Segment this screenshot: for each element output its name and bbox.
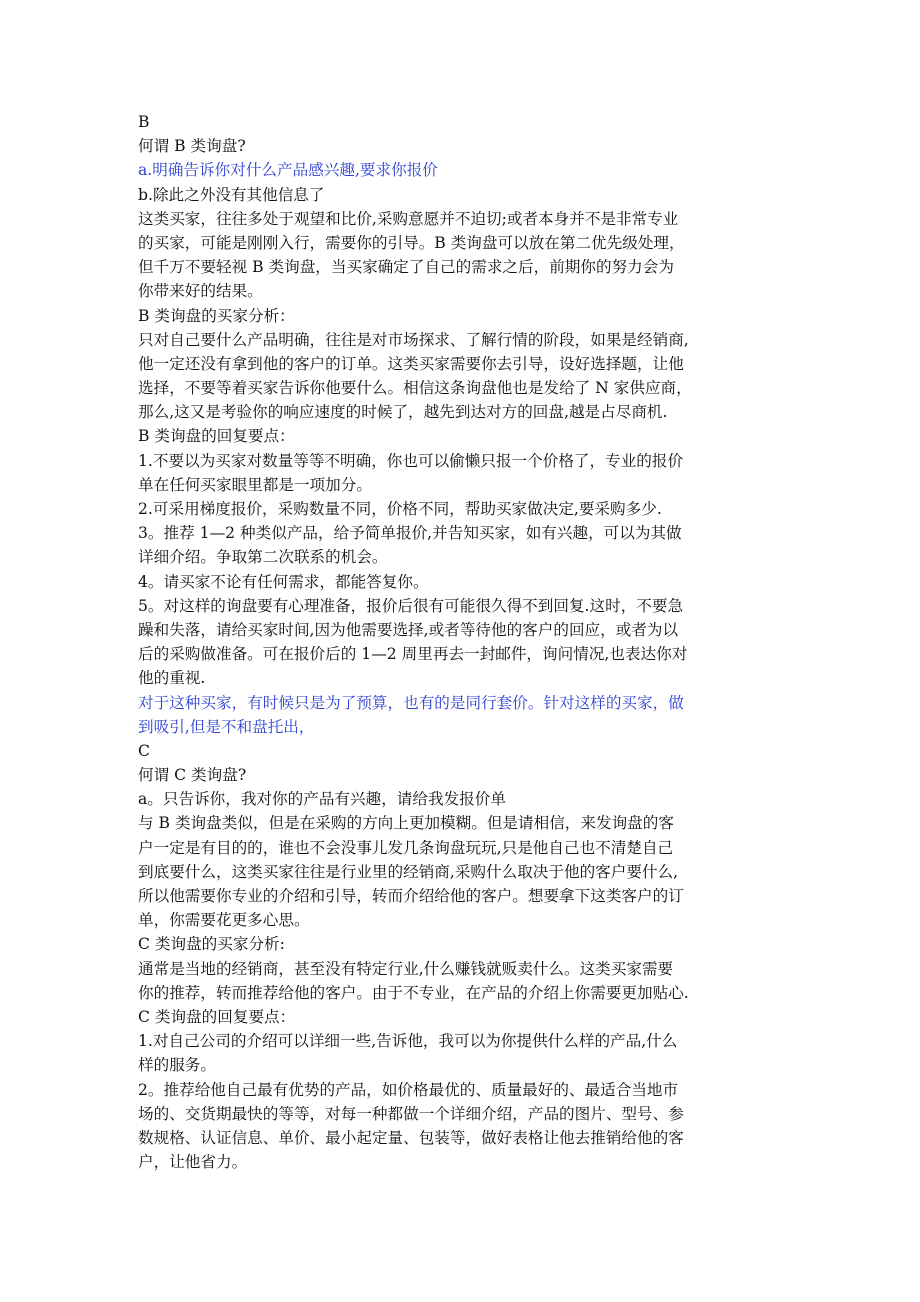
- text-line: 1.对自己公司的介绍可以详细一些,告诉他，我可以为你提供什么样的产品,什么: [138, 1032, 678, 1051]
- text-line: 3。推荐 1—2 种类似产品，给予简单报价,并告知买家，如有兴趣，可以为其做: [138, 524, 682, 543]
- text-line: b.除此之外没有其他信息了: [138, 185, 325, 204]
- text-line: B: [138, 113, 150, 131]
- text-line: 单，你需要花更多心思。: [138, 911, 310, 930]
- text-line: 数规格、认证信息、单价、最小起定量、包装等，做好表格让他去推销给他的客: [138, 1128, 684, 1147]
- text-line: 详细介绍。争取第二次联系的机会。: [138, 548, 388, 567]
- text-line: 到底要什么，这类买家往往是行业里的经销商,采购什么取决于他的客户要什么,: [138, 862, 679, 881]
- text-line: 2.可采用梯度报价，采购数量不同，价格不同，帮助买家做决定,要采购多少.: [138, 500, 662, 518]
- text-line: 只对自己要什么产品明确，往往是对市场探求、了解行情的阶段，如果是经销商,: [138, 330, 689, 349]
- text-line: 样的服务。: [138, 1056, 216, 1075]
- text-line: C 类询盘的买家分析:: [138, 935, 285, 954]
- text-line: 4。请买家不论有任何需求，都能答复你。: [138, 572, 429, 591]
- text-line: 的买家，可能是刚刚入行，需要你的引导。B 类询盘可以放在第二优先级处理，: [138, 233, 685, 252]
- document-body: [138, 110, 784, 1174]
- text-line: 场的、交货期最快的等等，对每一种都做一个详细介绍，产品的图片、型号、参: [138, 1104, 684, 1123]
- text-line: 单在任何买家眼里都是一项加分。: [138, 475, 372, 494]
- text-line: 与 B 类询盘类似，但是在采购的方向上更加模糊。但是请相信，来发询盘的客: [138, 814, 674, 833]
- text-line: B 类询盘的买家分析：: [138, 306, 295, 325]
- text-line: 户，让他省力。: [138, 1153, 248, 1172]
- text-line: 他一定还没有拿到他的客户的订单。这类买家需要你去引导，设好选择题，让他: [138, 354, 684, 373]
- text-line: B 类询盘的回复要点：: [138, 427, 295, 446]
- text-line: 所以他需要你专业的介绍和引导，转而介绍给他的客户。想要拿下这类客户的订: [138, 887, 684, 905]
- text-line: 这类买家，往往多处于观望和比价,采购意愿并不迫切;或者本身并不是非常专业: [138, 209, 679, 228]
- text-line: 通常是当地的经销商，甚至没有特定行业,什么赚钱就贩卖什么。这类买家需要: [138, 959, 674, 978]
- text-line: 但千万不要轻视 B 类询盘，当买家确定了自己的需求之后，前期你的努力会为: [138, 258, 674, 277]
- text-line: 户一定是有目的的，谁也不会没事儿发几条询盘玩玩,只是他自己也不清楚自己: [138, 838, 674, 857]
- text-line: 何谓 C 类询盘?: [138, 766, 247, 785]
- text-line: 后的采购做准备。可在报价后的 1—2 周里再去一封邮件，询问情况,也表达你对: [138, 645, 688, 664]
- text-line: 5。对这样的询盘要有心理准备，报价后很有可能很久得不到回复.这时，不要急: [138, 596, 684, 615]
- text-line: a。只告诉你，我对你的产品有兴趣，请给我发报价单: [138, 790, 506, 809]
- text-line: C 类询盘的回复要点：: [138, 1007, 296, 1026]
- text-line: 他的重视.: [138, 669, 206, 688]
- text-line: 选择，不要等着买家告诉你他要什么。相信这条询盘他也是发给了 N 家供应商，: [138, 379, 692, 398]
- text-line: C: [138, 741, 150, 760]
- text-line: 到吸引,但是不和盘托出，: [138, 717, 315, 736]
- text-line: 2。推荐给他自己最有优势的产品，如价格最优的、质量最好的、最适合当地市: [138, 1080, 679, 1099]
- text-line: a.明确告诉你对什么产品感兴趣,要求你报价: [138, 161, 438, 180]
- text-line: 对于这种买家，有时候只是为了预算，也有的是同行套价。针对这样的买家，做: [138, 693, 684, 712]
- text-line: 何谓 B 类询盘?: [138, 137, 246, 156]
- text-line: 躁和失落，请给买家时间,因为他需要选择,或者等待他的客户的回应，或者为以: [138, 620, 679, 639]
- text-line: 你带来好的结果。: [138, 282, 263, 301]
- text-line: 你的推荐，转而推荐给他的客户。由于不专业，在产品的介绍上你需要更加贴心.: [138, 983, 689, 1002]
- text-line: 1.不要以为买家对数量等等不明确，你也可以偷懒只报一个价格了，专业的报价: [138, 451, 684, 470]
- text-line: 那么,这又是考验你的响应速度的时候了，越先到达对方的回盘,越是占尽商机.: [138, 403, 668, 422]
